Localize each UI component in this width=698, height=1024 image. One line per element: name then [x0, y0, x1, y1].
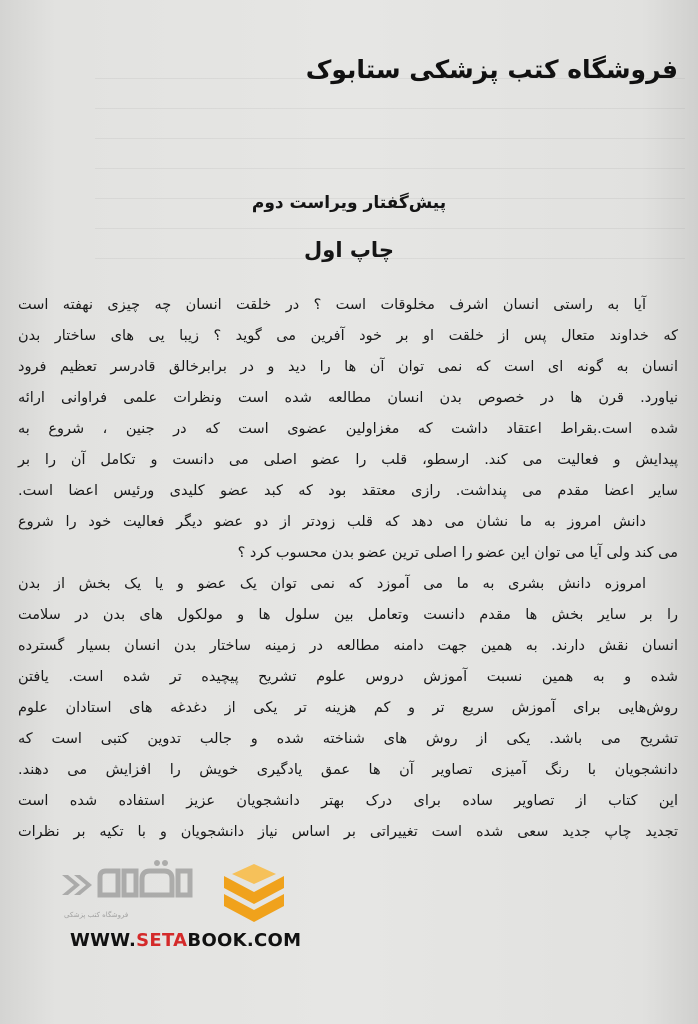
website-url[interactable] — [70, 930, 301, 951]
watermark-brand-logo — [60, 855, 210, 915]
text-line: انسان به گونه ای است که نمی توان آن ها را دید و در برابرخالق قادرسر تعظیم فرود — [18, 359, 678, 375]
text-line: شده است.بقراط اعتقاد داشت که مغزاولین عضوی است که در جنین ، شروع به — [18, 421, 678, 437]
url-prefix: WWW. — [70, 930, 137, 951]
text-line: نیاورد. قرن ها در خصوص بدن انسان مطالعه شده است ونظرات علمی فراوانی ارائه — [18, 390, 678, 406]
text-line: که خداوند متعال پس از خلقت او بر خود آفرین می گوید ؟ زیبا یی های ساختار بدن — [18, 328, 678, 344]
text-line: شده و به همین نسبت آموزش دروس علوم تشریح پیچیده تر شده است. یافتن — [18, 669, 678, 685]
text-line: دانشجویان با رنگ آمیزی تصاویر آن ها عمق یادگیری خویش را افزایش می دهند. — [18, 762, 678, 778]
preface-heading: پیش‌گفتار ویراست دوم — [251, 193, 447, 213]
text-line: آیا به راستی انسان اشرف مخلوقات است ؟ در خلقت انسان چه چیزی نهفته است — [18, 297, 646, 313]
text-line: تشریح می باشد. یکی از روش های شناخته شده و جالب تدوین کتبی است که — [18, 731, 678, 747]
edition-subheading: چاپ اول — [304, 238, 394, 262]
text-line: این کتاب از تصاویر ساده برای درک بهتر دانشجویان عزیز استفاده شده است — [18, 793, 678, 809]
text-line: سایر اعضا مقدم می پنداشت. رازی معتقد بود که کبد عضو کلیدی ورئیس اعضا است. — [18, 483, 678, 499]
text-line: تجدید چاپ جدید سعی شده است تغییراتی بر اساس نیاز دانشجویان و با تکیه بر نظرات — [18, 824, 678, 840]
preface-body — [18, 290, 678, 848]
text-line: می کند ولی آیا می توان این عضو را اصلی ترین عضو بدن محسوب کرد ؟ — [237, 545, 678, 561]
text-line: پیدایش و فعالیت می کند. ارسطو، قلب را عضو اصلی می دانست و تکامل آن را بر — [18, 452, 678, 468]
text-line: انسان نقش دارند. به همین جهت دامنه مطالعه در زمینه ساختار بدن انسان بسیار گسترده — [18, 638, 678, 654]
text-line: را بر سایر بخش ها مقدم دانست وتعامل بین سلول ها و مولکول های بدن در سلامت — [18, 607, 678, 623]
store-header: فروشگاه کتب پزشکی ستابوک — [305, 55, 678, 84]
text-line: امروزه دانش بشری به ما می آموزد که نمی توان یک عضو و یا یک بخش از بدن — [18, 576, 646, 592]
url-highlight: SETA — [136, 930, 188, 951]
text-line: روش‌هایی برای آموزش سریع تر و کم هزینه تر یکی از دغدغه های استادان علوم — [18, 700, 678, 716]
url-suffix: BOOK.COM — [187, 930, 302, 951]
watermark-tagline: فروشگاه کتب پزشکی — [64, 911, 129, 919]
text-line: دانش امروز به ما نشان می دهد که قلب زودتر از دو عضو دیگر فعالیت خود را شروع — [18, 514, 646, 530]
book-logo-icon — [218, 862, 290, 930]
